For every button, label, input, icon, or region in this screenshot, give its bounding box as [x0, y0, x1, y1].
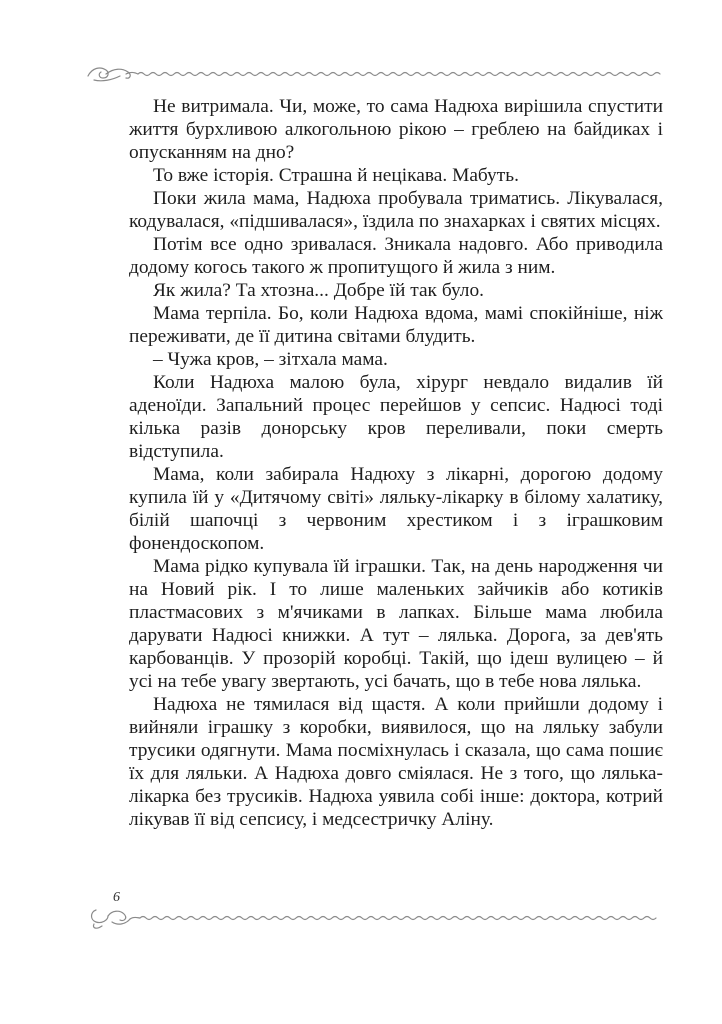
paragraph-10: Мама рідко купувала їй іграшки. Так, на день народження чи на Новий рік. І то лише маленьких зайчиків або котиків пластмасових з м'ячиками в лапках. Більше мама любила дарувати Надюсі книжки. А тут – лялька. Дорога, за дев'ять карбованців. У прозорій коробці. Такій, що ідеш вулицею – й усі на тебе увагу звертають, усі бачать, що в тебе нова лялька. — [129, 556, 663, 692]
paragraph-7: – Чужа кров, – зітхала мама. — [153, 349, 388, 370]
paragraph-1: Не витримала. Чи, може, то сама Надюха вирішила спустити життя бурхливою алкогольною рікою – греблею на байдиках і опусканням на дно? — [129, 96, 663, 163]
paragraph-9: Мама, коли забирала Надюху з лікарні, дорогою додому купила їй у «Дитячому світі» ляльку-лікарку в білому халатику, білій шапочці з червоним хрестиком і з іграшковим фонендоскопом. — [129, 464, 663, 554]
paragraph-2: То вже історія. Страшна й нецікава. Мабуть. — [153, 165, 519, 186]
paragraph-3: Поки жила мама, Надюха пробувала триматись. Лікувалася, кодувалася, «підшивалася», їздила по знахарках і святих місцях. — [129, 188, 663, 232]
paragraph-11: Надюха не тямилася від щастя. А коли прийшли додому і вийняли іграшку з коробки, виявилося, що на ляльку забули трусики одягнути. Мама посміхнулась і сказала, що сама пошиє їх для ляльки. А Надюха довго сміялася. Не з того, що лялька-лікарка без трусиків. Надюха уявила собі інше: доктора, котрий лікував її від сепсису, і медсестричку Аліну. — [129, 694, 663, 830]
paragraph-5: Як жила? Та хтозна... Добре їй так було. — [153, 280, 485, 301]
paragraph-8: Коли Надюха малою була, хірург невдало видалив їй аденоїди. Запальний процес перейшов у сепсис. Надюсі тоді кілька разів донорську кров переливали, поки смерть відступила. — [129, 372, 663, 462]
paragraph-4: Потім все одно зривалася. Зникала надовго. Або приводила додому когось такого ж пропитущого й жила з ним. — [129, 234, 663, 278]
paragraph-6: Мама терпіла. Бо, коли Надюха вдома, мамі спокійніше, ніж переживати, де її дитина світами блудить. — [129, 303, 663, 347]
top-ornament-divider-icon — [86, 62, 666, 86]
page-number: 6 — [113, 890, 120, 905]
bottom-ornament-divider-icon — [86, 902, 666, 932]
page-body-text — [129, 95, 663, 831]
